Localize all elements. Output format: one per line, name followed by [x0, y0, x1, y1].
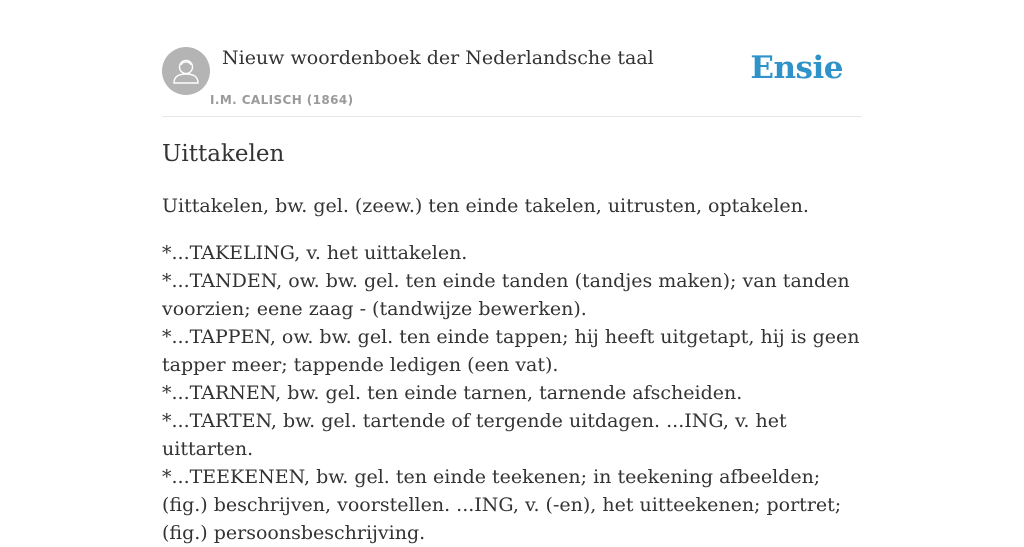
entry-lead: Uittakelen, bw. gel. (zeew.) ten einde takelen, uitrusten, optakelen. [162, 195, 809, 217]
entry-line: *...TARTEN, bw. gel. tartende of tergende uitdagen. ...ING, v. het uittarten. [162, 410, 787, 460]
book-title[interactable]: Nieuw woordenboek der Nederlandsche taal [222, 47, 654, 69]
entry-line: *...TAKELING, v. het uittakelen. [162, 242, 468, 264]
entry-content [162, 138, 868, 547]
entry-line: *...TEEKENEN, bw. gel. ten einde teekenen; in teekening afbeelden; (fig.) beschrijven, voorstellen. ...ING, v. (-en), het uitteekenen; portret; (fig.) persoonsbeschrijving. [162, 466, 842, 544]
entry-line: *...TARNEN, bw. gel. ten einde tarnen, tarnende afscheiden. [162, 382, 743, 404]
entry-line: *...TANDEN, ow. bw. gel. ten einde tanden (tandjes maken); van tanden voorzien; eene zaag - (tandwijze bewerken). [162, 270, 850, 320]
header [162, 46, 862, 117]
entry-line: *...TAPPEN, ow. bw. gel. ten einde tappen; hij heeft uitgetapt, hij is geen tapper meer; tappende ledigen (een vat). [162, 326, 860, 376]
brand-logo[interactable]: Ensie [750, 50, 843, 86]
user-silhouette-icon [162, 47, 210, 95]
author-name[interactable]: I.M. CALISCH (1864) [210, 93, 354, 107]
entry-list [162, 239, 868, 547]
entry-title: Uittakelen [162, 141, 285, 167]
author-avatar[interactable] [162, 47, 210, 95]
